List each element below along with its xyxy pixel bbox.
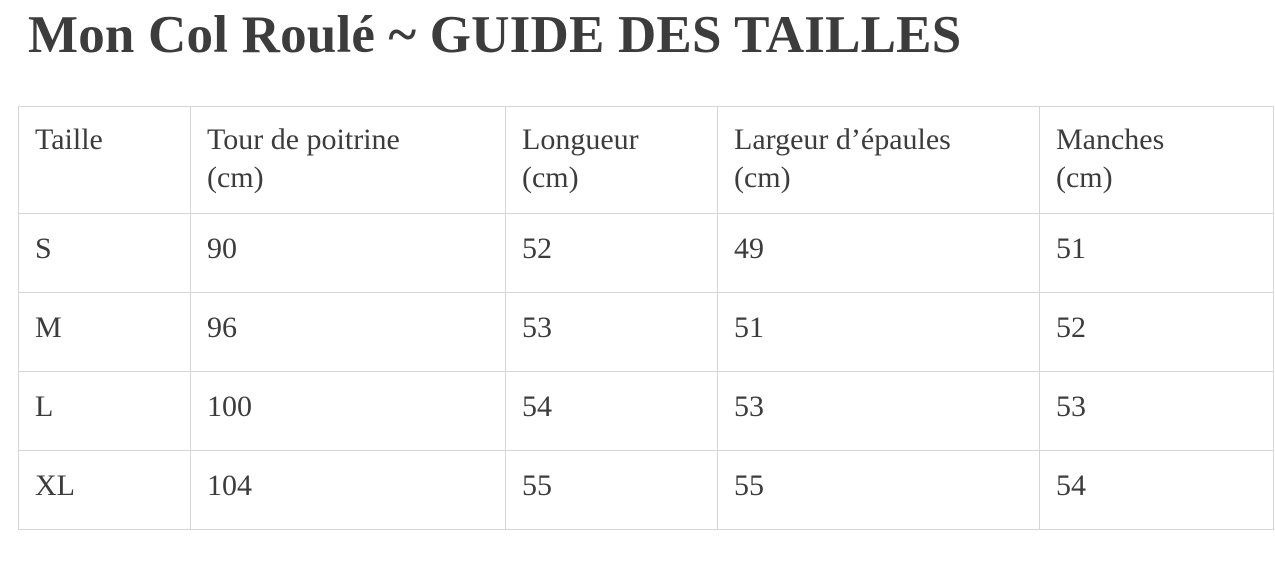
column-header-manches bbox=[1040, 106, 1274, 214]
column-header-line1: Largeur d’épaules bbox=[734, 122, 951, 156]
cell-longueur: 52 bbox=[506, 214, 718, 293]
column-header-longueur bbox=[506, 106, 718, 214]
size-table-container bbox=[10, 106, 1265, 531]
table-row bbox=[19, 372, 1274, 451]
cell-largeur-epaules: 53 bbox=[718, 372, 1040, 451]
column-header-largeur-epaules bbox=[718, 106, 1040, 214]
table-row bbox=[19, 214, 1274, 293]
cell-tour-de-poitrine: 104 bbox=[191, 451, 506, 530]
cell-largeur-epaules: 49 bbox=[718, 214, 1040, 293]
table-row bbox=[19, 293, 1274, 372]
cell-taille: L bbox=[19, 372, 191, 451]
cell-longueur: 55 bbox=[506, 451, 718, 530]
cell-largeur-epaules: 55 bbox=[718, 451, 1040, 530]
column-header-line2: (cm) bbox=[1056, 161, 1113, 195]
column-header-line1: Manches bbox=[1056, 122, 1165, 156]
column-header-line1: Longueur bbox=[522, 122, 639, 156]
cell-longueur: 53 bbox=[506, 293, 718, 372]
cell-longueur: 54 bbox=[506, 372, 718, 451]
column-header-line1: Tour de poitrine bbox=[207, 122, 400, 156]
cell-tour-de-poitrine: 90 bbox=[191, 214, 506, 293]
table-header-row bbox=[19, 106, 1274, 214]
cell-manches: 53 bbox=[1040, 372, 1274, 451]
cell-taille: XL bbox=[19, 451, 191, 530]
size-guide-table bbox=[18, 106, 1274, 531]
cell-tour-de-poitrine: 96 bbox=[191, 293, 506, 372]
table-body bbox=[19, 214, 1274, 530]
cell-taille: M bbox=[19, 293, 191, 372]
column-header-taille bbox=[19, 106, 191, 214]
column-header-line2: (cm) bbox=[207, 161, 264, 195]
cell-taille: S bbox=[19, 214, 191, 293]
table-header bbox=[19, 106, 1274, 214]
column-header-line2: (cm) bbox=[734, 161, 791, 195]
table-row bbox=[19, 451, 1274, 530]
cell-manches: 52 bbox=[1040, 293, 1274, 372]
column-header-line1: Taille bbox=[35, 122, 103, 156]
column-header-tour-de-poitrine bbox=[191, 106, 506, 214]
cell-manches: 54 bbox=[1040, 451, 1274, 530]
page-title: Mon Col Roulé ~ GUIDE DES TAILLES bbox=[28, 6, 962, 64]
column-header-line2: (cm) bbox=[522, 161, 579, 195]
cell-largeur-epaules: 51 bbox=[718, 293, 1040, 372]
cell-tour-de-poitrine: 100 bbox=[191, 372, 506, 451]
cell-manches: 51 bbox=[1040, 214, 1274, 293]
